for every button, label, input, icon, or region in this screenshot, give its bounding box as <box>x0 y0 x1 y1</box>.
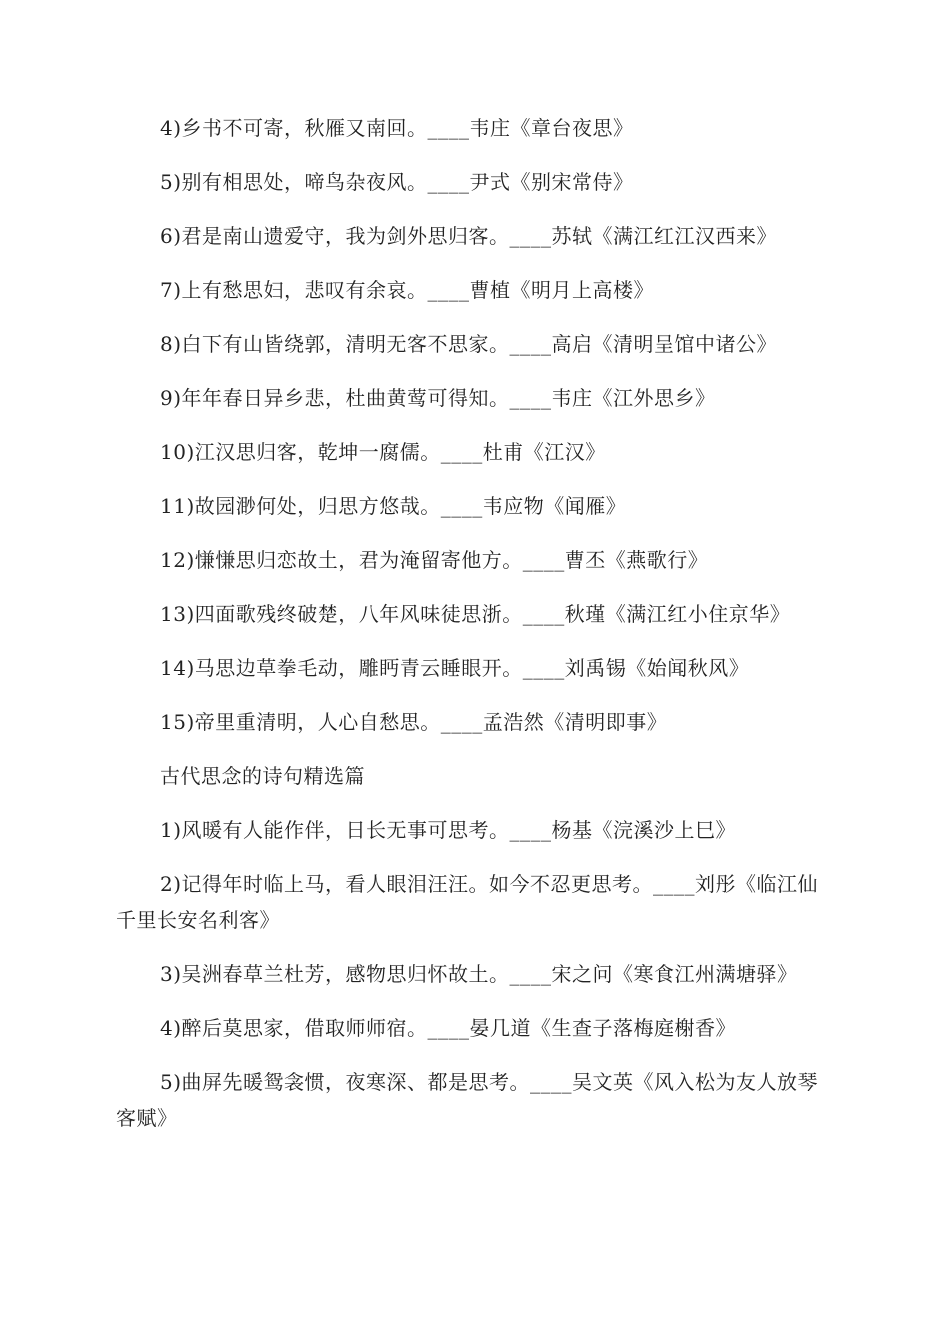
poem-line: 14)马思边草拳毛动，雕眄青云睡眼开。____刘禹锡《始闻秋风》 <box>160 656 750 680</box>
poem-line: 11)故园渺何处，归思方悠哉。____韦应物《闻雁》 <box>160 494 627 518</box>
poem-line: 5)别有相思处，啼鸟杂夜风。____尹式《别宋常侍》 <box>160 170 634 194</box>
poem-line: 9)年年春日异乡悲，杜曲黄莺可得知。____韦庄《江外思乡》 <box>160 386 716 410</box>
poem-line: 3)吴洲春草兰杜芳，感物思归怀故土。____宋之问《寒食江州满塘驿》 <box>160 962 798 986</box>
poem-line: 12)慊慊思归恋故土，君为淹留寄他方。____曹丕《燕歌行》 <box>160 548 709 572</box>
section-heading: 古代思念的诗句精选篇 <box>160 764 365 788</box>
poem-line: 5)曲屏先暖鸳衾惯，夜寒深、都是思考。____吴文英《风入松为友人放琴客赋》 <box>116 1070 819 1130</box>
poem-line: 10)江汉思归客，乾坤一腐儒。____杜甫《江汉》 <box>160 440 606 464</box>
poem-line: 2)记得年时临上马，看人眼泪汪汪。如今不忍更思考。____刘彤《临江仙千里长安名利客》 <box>116 872 819 932</box>
poem-line: 15)帝里重清明，人心自愁思。____孟浩然《清明即事》 <box>160 710 668 734</box>
poem-line: 6)君是南山遗爱守，我为剑外思归客。____苏轼《满江红江汉西来》 <box>160 224 778 248</box>
document-body <box>116 110 836 1136</box>
poem-line: 13)四面歌残终破楚，八年风味徒思浙。____秋瑾《满江红小住京华》 <box>160 602 791 626</box>
poem-line: 1)风暖有人能作伴，日长无事可思考。____杨基《浣溪沙上巳》 <box>160 818 737 842</box>
poem-line: 7)上有愁思妇，悲叹有余哀。____曹植《明月上高楼》 <box>160 278 655 302</box>
poem-line: 8)白下有山皆绕郭，清明无客不思家。____高启《清明呈馆中诸公》 <box>160 332 778 356</box>
poem-line: 4)乡书不可寄，秋雁又南回。____韦庄《章台夜思》 <box>160 116 634 140</box>
poem-line: 4)醉后莫思家，借取师师宿。____晏几道《生查子落梅庭榭香》 <box>160 1016 737 1040</box>
